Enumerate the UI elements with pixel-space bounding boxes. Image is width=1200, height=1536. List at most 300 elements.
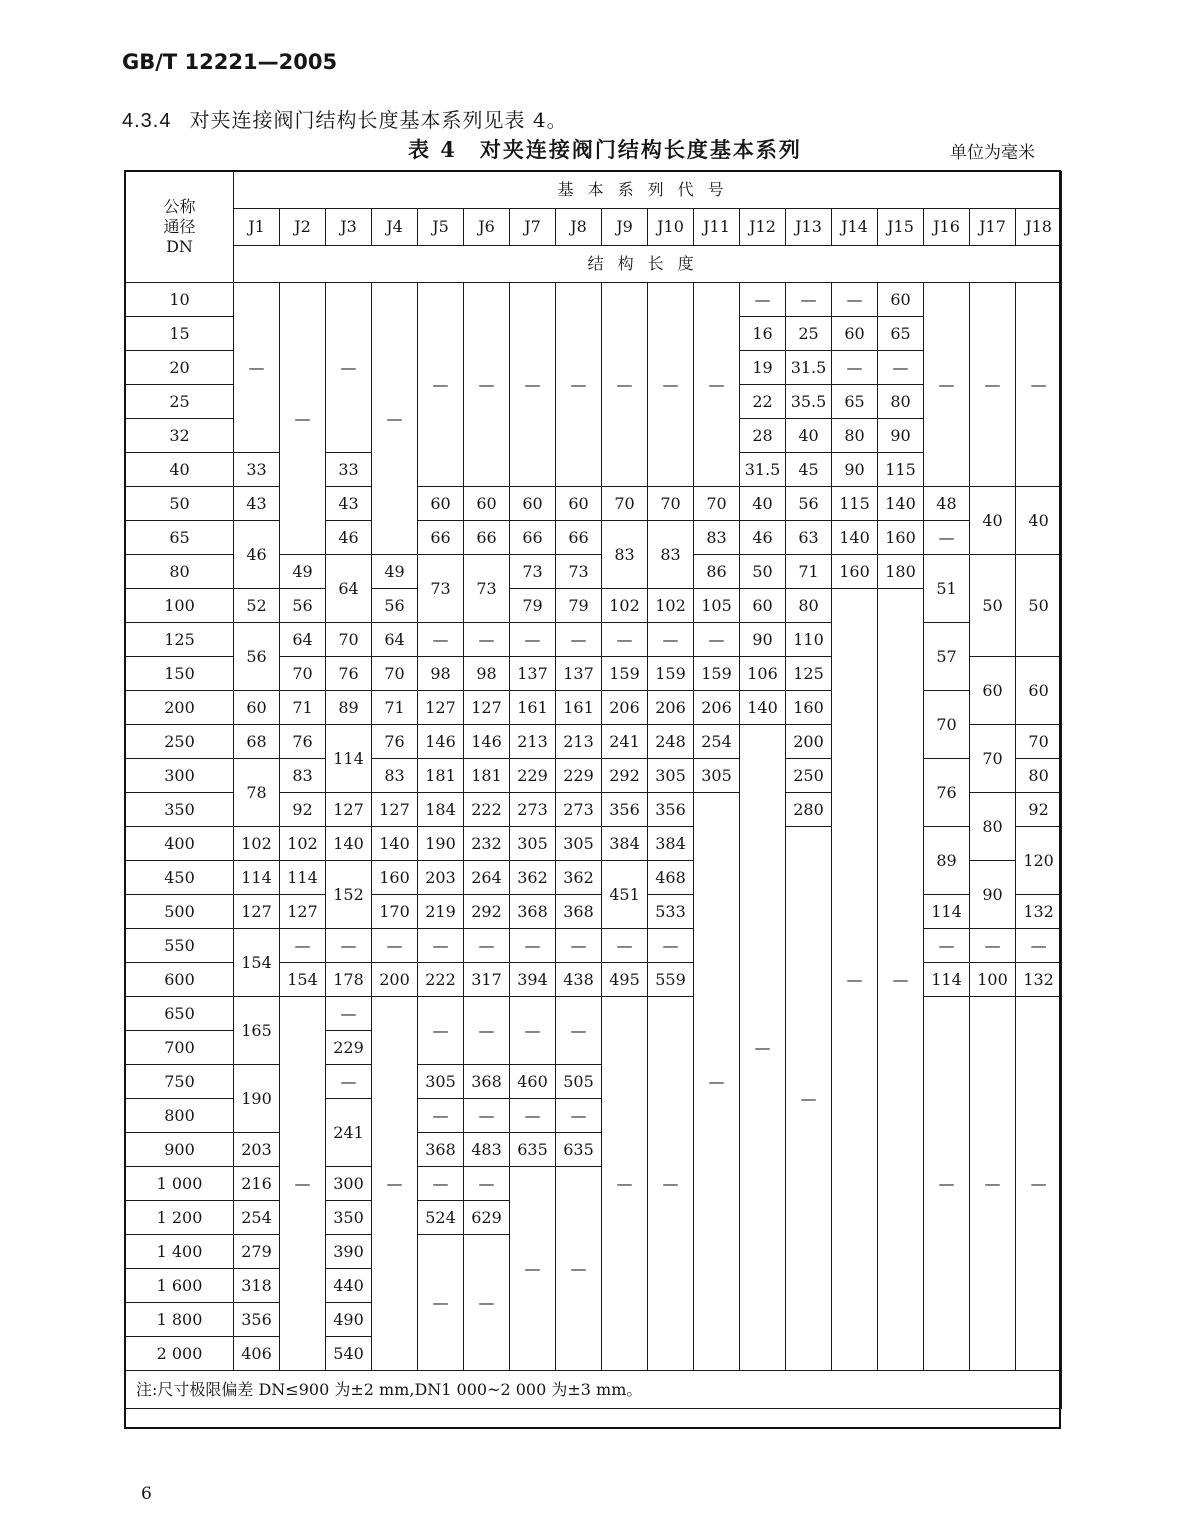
table-cell: 206: [694, 691, 740, 725]
table-cell: 125: [786, 657, 832, 691]
table-cell: 137: [556, 657, 602, 691]
table-cell: 305: [510, 827, 556, 861]
table-cell: —: [280, 283, 326, 555]
table-cell: 200: [786, 725, 832, 759]
table-cell: 305: [556, 827, 602, 861]
table-cell: 178: [326, 963, 372, 997]
table-cell: 505: [556, 1065, 602, 1099]
table-cell: 70: [326, 623, 372, 657]
dn-value: 1 800: [126, 1303, 234, 1337]
table-cell: 70: [372, 657, 418, 691]
table-cell: 318: [234, 1269, 280, 1303]
table-cell: —: [372, 283, 418, 555]
table-cell: —: [418, 623, 464, 657]
table-cell: —: [924, 283, 970, 487]
dn-header-line: 通径: [163, 217, 196, 236]
dn-value: 100: [126, 589, 234, 623]
table-cell: —: [464, 623, 510, 657]
table-cell: —: [694, 283, 740, 487]
table-cell: 66: [556, 521, 602, 555]
table-cell: 28: [740, 419, 786, 453]
table-cell: —: [326, 929, 372, 963]
table-cell: 440: [326, 1269, 372, 1303]
table-cell: 170: [372, 895, 418, 929]
table-title: 表 4 对夹连接阀门结构长度基本系列: [408, 137, 802, 162]
table-cell: 102: [648, 589, 694, 623]
table-cell: —: [878, 589, 924, 1371]
table-cell: 490: [326, 1303, 372, 1337]
table-cell: 127: [326, 793, 372, 827]
dn-value: 20: [126, 351, 234, 385]
table-cell: 90: [832, 453, 878, 487]
table-cell: —: [740, 725, 786, 1371]
table-cell: —: [464, 1167, 510, 1201]
table-cell: 140: [878, 487, 924, 521]
table-cell: —: [924, 997, 970, 1371]
table-cell: —: [418, 1167, 464, 1201]
table-cell: 40: [786, 419, 832, 453]
table-cell: 180: [878, 555, 924, 589]
table-cell: 165: [234, 997, 280, 1065]
table-cell: —: [510, 1099, 556, 1133]
table-cell: 292: [602, 759, 648, 793]
table-cell: 57: [924, 623, 970, 691]
table-cell: 160: [832, 555, 878, 589]
dn-value: 80: [126, 555, 234, 589]
table-cell: 203: [418, 861, 464, 895]
table-cell: 79: [510, 589, 556, 623]
dn-value: 600: [126, 963, 234, 997]
column-code-j14: J14: [832, 209, 878, 246]
table-cell: 305: [694, 759, 740, 793]
table-cell: 190: [234, 1065, 280, 1133]
dn-value: 900: [126, 1133, 234, 1167]
column-code-j3: J3: [326, 209, 372, 246]
table-cell: 73: [418, 555, 464, 623]
table-cell: 49: [372, 555, 418, 589]
table-cell: 241: [326, 1099, 372, 1167]
table-cell: 33: [326, 453, 372, 487]
table-cell: 132: [1016, 963, 1062, 997]
table-cell: 362: [510, 861, 556, 895]
table-cell: 140: [832, 521, 878, 555]
table-cell: 56: [280, 589, 326, 623]
table-cell: 495: [602, 963, 648, 997]
table-cell: 19: [740, 351, 786, 385]
table-cell: 533: [648, 895, 694, 929]
clause-line: [122, 104, 568, 133]
table-cell: 79: [556, 589, 602, 623]
table-cell: 86: [694, 555, 740, 589]
column-code-j16: J16: [924, 209, 970, 246]
table-cell: 159: [648, 657, 694, 691]
dn-value: 300: [126, 759, 234, 793]
table-cell: 64: [326, 555, 372, 623]
table-cell: 362: [556, 861, 602, 895]
header-row-series: [126, 172, 1062, 209]
dn-header: [126, 172, 234, 283]
dn-value: 750: [126, 1065, 234, 1099]
table-cell: —: [878, 351, 924, 385]
table-cell: 76: [372, 725, 418, 759]
table-cell: 83: [648, 521, 694, 589]
table-cell: 65: [878, 317, 924, 351]
table-cell: —: [786, 283, 832, 317]
table-cell: 222: [418, 963, 464, 997]
table-cell: 159: [694, 657, 740, 691]
table-cell: —: [510, 1167, 556, 1371]
table-cell: —: [510, 623, 556, 657]
table-cell: —: [418, 1235, 464, 1371]
page-number: 6: [141, 1484, 152, 1504]
table-cell: —: [326, 1065, 372, 1099]
table-cell: —: [464, 283, 510, 487]
column-code-j8: J8: [556, 209, 602, 246]
table-cell: 31.5: [740, 453, 786, 487]
table-cell: 140: [372, 827, 418, 861]
table-cell: 229: [326, 1031, 372, 1065]
table-cell: 70: [602, 487, 648, 521]
table-cell: 90: [740, 623, 786, 657]
dn-value: 400: [126, 827, 234, 861]
table-cell: 137: [510, 657, 556, 691]
table-cell: 66: [464, 521, 510, 555]
table-cell: 114: [924, 963, 970, 997]
table-cell: 160: [372, 861, 418, 895]
column-code-j13: J13: [786, 209, 832, 246]
table-cell: 229: [510, 759, 556, 793]
table-cell: —: [234, 283, 280, 453]
clause-text: 对夹连接阀门结构长度基本系列见表 4。: [189, 108, 568, 132]
dn-value: 1 600: [126, 1269, 234, 1303]
table-cell: 50: [740, 555, 786, 589]
table-cell: 120: [1016, 827, 1062, 895]
dn-value: 250: [126, 725, 234, 759]
table-cell: 66: [418, 521, 464, 555]
dn-header-line: DN: [166, 237, 193, 256]
table-cell: 390: [326, 1235, 372, 1269]
dn-value: 1 000: [126, 1167, 234, 1201]
dn-value: 25: [126, 385, 234, 419]
dn-value: 650: [126, 997, 234, 1031]
column-code-j18: J18: [1016, 209, 1062, 246]
table-cell: 80: [786, 589, 832, 623]
column-code-j11: J11: [694, 209, 740, 246]
table-cell: 71: [280, 691, 326, 725]
table-cell: 105: [694, 589, 740, 623]
table-cell: 45: [786, 453, 832, 487]
table-cell: 78: [234, 759, 280, 827]
table-cell: —: [832, 589, 878, 1371]
column-code-j17: J17: [970, 209, 1016, 246]
column-code-j15: J15: [878, 209, 924, 246]
table-cell: 90: [878, 419, 924, 453]
table-cell: 80: [832, 419, 878, 453]
table-cell: 73: [556, 555, 602, 589]
dn-value: 65: [126, 521, 234, 555]
table-cell: —: [1016, 997, 1062, 1371]
table-cell: 46: [234, 521, 280, 589]
table-row: [126, 521, 1062, 555]
table-cell: 66: [510, 521, 556, 555]
table-note: 注:尺寸极限偏差 DN≤900 为±2 mm,DN1 000~2 000 为±3 mm。: [126, 1371, 1062, 1409]
table-cell: 152: [326, 861, 372, 929]
table-cell: 368: [556, 895, 602, 929]
table-cell: 98: [464, 657, 510, 691]
table-cell: —: [464, 1099, 510, 1133]
table-cell: 273: [556, 793, 602, 827]
table-cell: 50: [1016, 555, 1062, 657]
table-cell: 80: [1016, 759, 1062, 793]
table-cell: 71: [786, 555, 832, 589]
table-cell: 160: [786, 691, 832, 725]
dn-value: 1 400: [126, 1235, 234, 1269]
table-cell: 356: [602, 793, 648, 827]
table-cell: 483: [464, 1133, 510, 1167]
table-cell: 200: [372, 963, 418, 997]
table-cell: 127: [418, 691, 464, 725]
table-cell: 76: [280, 725, 326, 759]
table-cell: 46: [326, 521, 372, 555]
table-cell: 232: [464, 827, 510, 861]
table-cell: —: [648, 997, 694, 1371]
table-cell: —: [510, 997, 556, 1065]
dn-value: 350: [126, 793, 234, 827]
table-cell: 102: [234, 827, 280, 861]
table-cell: 213: [510, 725, 556, 759]
table-cell: 73: [510, 555, 556, 589]
table-cell: 190: [418, 827, 464, 861]
table-cell: 635: [556, 1133, 602, 1167]
column-code-j7: J7: [510, 209, 556, 246]
table-cell: 264: [464, 861, 510, 895]
table-cell: 56: [234, 623, 280, 691]
table-cell: 181: [464, 759, 510, 793]
table-cell: 89: [326, 691, 372, 725]
series-code-header: 基本系列代号: [234, 172, 1062, 209]
table-cell: 106: [740, 657, 786, 691]
table-cell: —: [326, 997, 372, 1031]
table-cell: 70: [924, 691, 970, 759]
table-cell: 70: [970, 725, 1016, 793]
table-cell: 56: [372, 589, 418, 623]
table-cell: 460: [510, 1065, 556, 1099]
dn-value: 15: [126, 317, 234, 351]
table-cell: 161: [556, 691, 602, 725]
table-cell: 241: [602, 725, 648, 759]
table-cell: 60: [878, 283, 924, 317]
table-cell: —: [418, 283, 464, 487]
column-code-j1: J1: [234, 209, 280, 246]
table-cell: 56: [786, 487, 832, 521]
table-cell: 70: [648, 487, 694, 521]
table-cell: —: [418, 1099, 464, 1133]
table-cell: 52: [234, 589, 280, 623]
table-cell: —: [694, 623, 740, 657]
table-cell: 71: [372, 691, 418, 725]
table-cell: 127: [464, 691, 510, 725]
table-cell: 524: [418, 1201, 464, 1235]
dn-value: 500: [126, 895, 234, 929]
table-cell: —: [326, 283, 372, 453]
table-cell: 559: [648, 963, 694, 997]
column-code-j10: J10: [648, 209, 694, 246]
table-cell: 635: [510, 1133, 556, 1167]
table-cell: —: [556, 623, 602, 657]
dn-value: 2 000: [126, 1337, 234, 1371]
table-cell: 60: [1016, 657, 1062, 725]
table-cell: 254: [694, 725, 740, 759]
table-cell: 154: [234, 929, 280, 997]
table-cell: 160: [878, 521, 924, 555]
table-cell: 206: [648, 691, 694, 725]
table-cell: 76: [924, 759, 970, 827]
table-cell: 154: [280, 963, 326, 997]
table-cell: 49: [280, 555, 326, 589]
table-cell: —: [418, 997, 464, 1065]
table-cell: 43: [234, 487, 280, 521]
table-cell: —: [556, 1167, 602, 1371]
table-cell: 98: [418, 657, 464, 691]
table-cell: 280: [786, 793, 832, 827]
table-cell: 48: [924, 487, 970, 521]
table-cell: 146: [464, 725, 510, 759]
table-cell: 64: [372, 623, 418, 657]
table-cell: 80: [970, 793, 1016, 861]
table-cell: 114: [280, 861, 326, 895]
table-cell: 43: [326, 487, 372, 521]
table-cell: —: [648, 283, 694, 487]
header-row-codes: [126, 209, 1062, 246]
table-cell: 51: [924, 555, 970, 623]
table-cell: 140: [326, 827, 372, 861]
table-cell: 90: [970, 861, 1016, 929]
table-cell: 70: [694, 487, 740, 521]
table-cell: —: [924, 929, 970, 963]
table-cell: —: [510, 283, 556, 487]
table-cell: 60: [418, 487, 464, 521]
table-cell: 540: [326, 1337, 372, 1371]
table-row: [126, 283, 1062, 317]
table-cell: 40: [740, 487, 786, 521]
table-cell: 213: [556, 725, 602, 759]
table-cell: 161: [510, 691, 556, 725]
table-cell: 64: [280, 623, 326, 657]
table-cell: —: [1016, 283, 1062, 487]
table-cell: 114: [924, 895, 970, 929]
table-cell: 114: [234, 861, 280, 895]
table-cell: 60: [556, 487, 602, 521]
dn-value: 32: [126, 419, 234, 453]
table-cell: 60: [970, 657, 1016, 725]
table-cell: 384: [602, 827, 648, 861]
table-cell: 40: [970, 487, 1016, 555]
table-cell: 25: [786, 317, 832, 351]
table-cell: 184: [418, 793, 464, 827]
table-cell: 60: [510, 487, 556, 521]
table-cell: —: [510, 929, 556, 963]
table-cell: 317: [464, 963, 510, 997]
table-cell: —: [970, 929, 1016, 963]
table-cell: —: [464, 1235, 510, 1371]
table-cell: 356: [234, 1303, 280, 1337]
table-cell: 110: [786, 623, 832, 657]
standard-code: GB/T 12221—2005: [122, 50, 338, 74]
table-cell: —: [556, 929, 602, 963]
table-cell: —: [556, 997, 602, 1065]
series-table: [125, 171, 1062, 1409]
table-cell: —: [602, 929, 648, 963]
table-cell: —: [786, 827, 832, 1371]
table-cell: —: [602, 623, 648, 657]
dn-value: 200: [126, 691, 234, 725]
column-code-j5: J5: [418, 209, 464, 246]
table-cell: 31.5: [786, 351, 832, 385]
table-cell: 68: [234, 725, 280, 759]
table-cell: 80: [878, 385, 924, 419]
table-cell: —: [832, 351, 878, 385]
unit-note: 单位为毫米: [950, 143, 1035, 163]
table-cell: 181: [418, 759, 464, 793]
table-cell: 22: [740, 385, 786, 419]
table-cell: —: [694, 793, 740, 1371]
table-cell: 92: [280, 793, 326, 827]
table-cell: —: [464, 929, 510, 963]
table-cell: 368: [510, 895, 556, 929]
table-cell: 219: [418, 895, 464, 929]
table-cell: 629: [464, 1201, 510, 1235]
table-cell: 222: [464, 793, 510, 827]
dn-value: 550: [126, 929, 234, 963]
table-cell: 70: [1016, 725, 1062, 759]
table-cell: 292: [464, 895, 510, 929]
table-cell: —: [418, 929, 464, 963]
table-cell: 216: [234, 1167, 280, 1201]
table-cell: —: [464, 997, 510, 1065]
table-cell: 83: [602, 521, 648, 589]
table-cell: —: [832, 283, 878, 317]
table-cell: —: [372, 929, 418, 963]
table-cell: 92: [1016, 793, 1062, 827]
table-cell: 406: [234, 1337, 280, 1371]
table-cell: 159: [602, 657, 648, 691]
table-cell: 305: [648, 759, 694, 793]
table-cell: 73: [464, 555, 510, 623]
table-cell: 63: [786, 521, 832, 555]
table-cell: 100: [970, 963, 1016, 997]
table-cell: 273: [510, 793, 556, 827]
table-cell: 127: [234, 895, 280, 929]
column-code-j2: J2: [280, 209, 326, 246]
table-cell: —: [556, 283, 602, 487]
table-cell: 305: [418, 1065, 464, 1099]
column-code-j4: J4: [372, 209, 418, 246]
table-cell: 89: [924, 827, 970, 895]
table-cell: —: [602, 283, 648, 487]
dn-value: 10: [126, 283, 234, 317]
dn-value: 125: [126, 623, 234, 657]
dn-value: 40: [126, 453, 234, 487]
table-body: [126, 172, 1062, 1409]
table-cell: 451: [602, 861, 648, 929]
table-cell: —: [372, 997, 418, 1371]
table-cell: 60: [234, 691, 280, 725]
table-cell: 33: [234, 453, 280, 487]
table-cell: 83: [280, 759, 326, 793]
column-code-j9: J9: [602, 209, 648, 246]
table-cell: 140: [740, 691, 786, 725]
table-cell: 250: [786, 759, 832, 793]
